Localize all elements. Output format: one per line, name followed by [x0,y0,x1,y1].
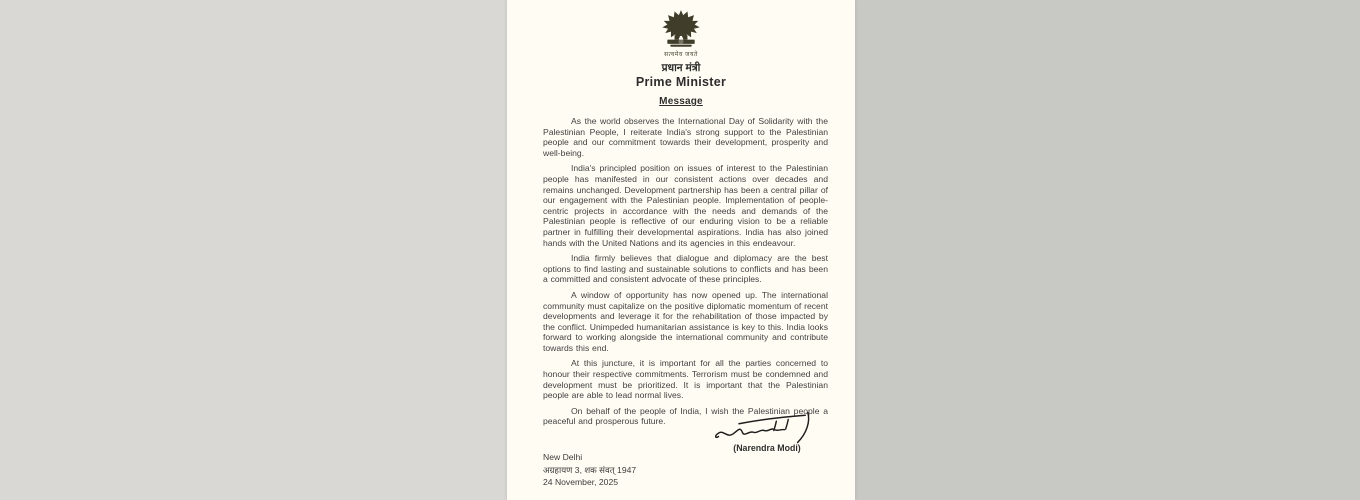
place: New Delhi [543,452,583,462]
letter-page [507,0,855,500]
paragraph-5: At this juncture, it is important for all the parties concerned to honour their respective commitments. Terrorism must be condemned and development must be prioritized. It is important that the Palestinian people are able to lead normal lives. [543,358,828,401]
signature-icon [708,411,826,445]
letter-subject: Message [659,96,703,107]
paragraph-6: On behalf of the people of India, I wish the Palestinian people a peaceful and prosperous future. [543,405,828,427]
letter-body [543,116,828,427]
background-band-right [855,0,1360,500]
signed-name: (Narendra Modi) [733,443,801,453]
emblem-motto: सत्यमेव जयते [664,52,698,58]
background-band-left [0,0,507,500]
letterhead [507,0,855,108]
paragraph-3: India firmly believes that dialogue and diplomacy are the best options to find lasting and sustainable solutions to conflicts and has been a committed and consistent advocate of these principles. [543,253,828,285]
paragraph-4: A window of opportunity has now opened up. The international community must capitalize on the positive diplomatic momentum of recent developments and leverage it for the rehabilitation of those impacted by the conflict. Unimpeded humanitarian assistance is key to this. India looks forward to working alongside the international community and contribute towards this end. [543,289,828,353]
paragraph-1: As the world observes the International Day of Solidarity with the Palestinian People, I reiterate India's strong support to the Palestinian people and our commitment towards their development, prosperity and well-being. [543,116,828,158]
date-saka: अग्रहायण 3, शक संवत् 1947 [543,464,637,475]
signature-block [703,411,831,454]
paragraph-2: India's principled position on issues of interest to the Palestinian people has manifested in our consistent actions over decades and remains unchanged. Development partnership has been a central pillar of our engagement with the Palestinian people. Implementation of people-centric projects in accordance with the needs and demands of the Palestinian people is reflective of our enduring vision to be a reliable partner in fulfilling their developmental aspirations. India has also joined hands with the United Nations and its agencies in this endeavour. [543,163,828,248]
date-gregorian: 24 November, 2025 [543,477,619,488]
place-date-block [543,451,636,489]
title-hindi: प्रधान मंत्री [661,62,701,74]
title-english: Prime Minister [635,75,727,89]
emblem-of-india-icon [658,7,704,52]
